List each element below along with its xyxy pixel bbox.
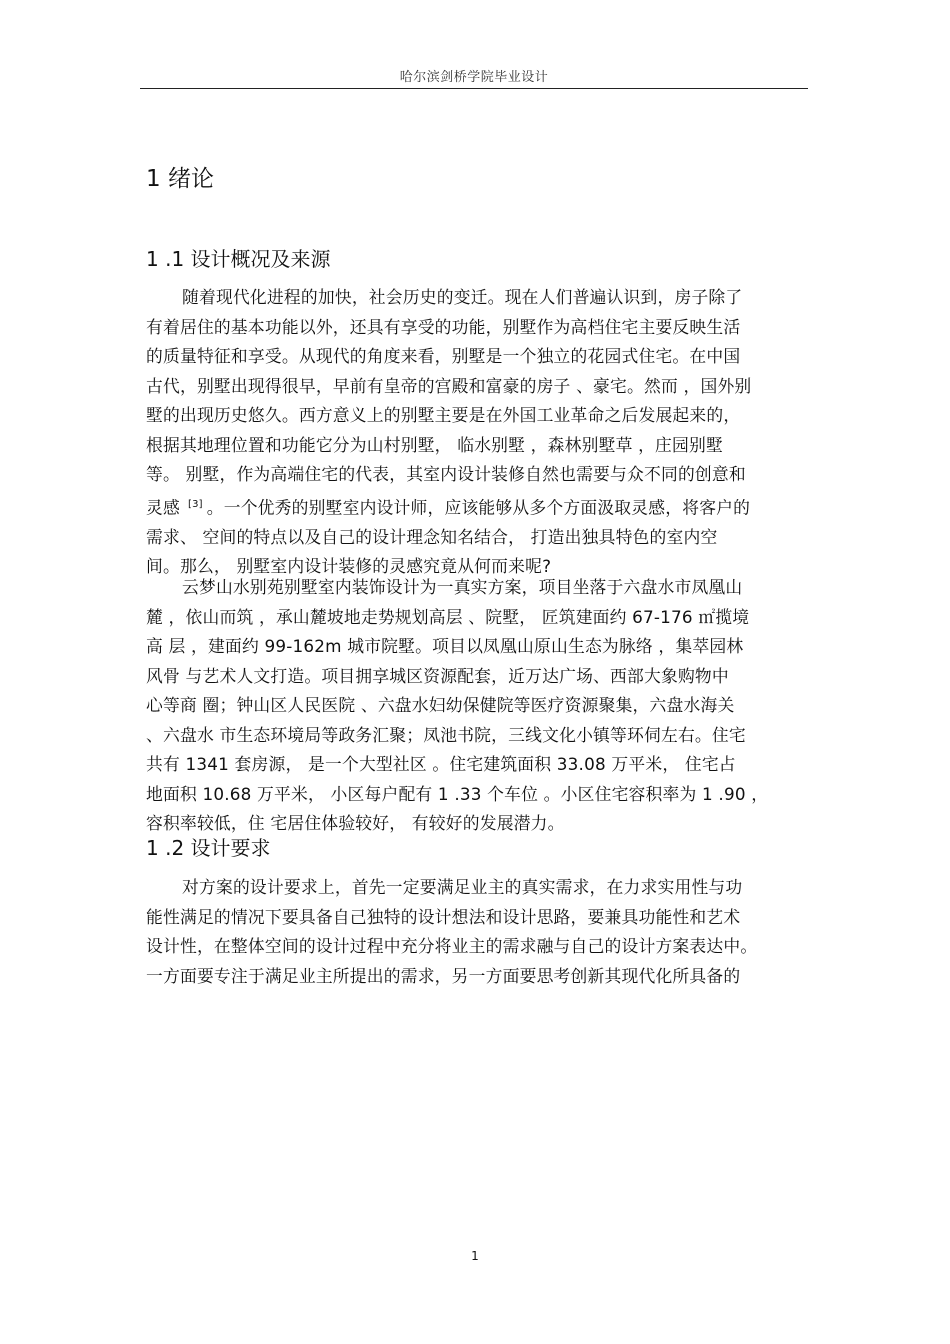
text-segment: 灵感 xyxy=(146,497,180,518)
text-line: 心等商 圈；钟山区人民医院 、六盘水妇幼保健院等医疗资源聚集，六盘水海关 xyxy=(146,695,735,715)
text-line: 地面积 10.68 万平米， 小区每户配有 1 .33 个车位 。小区住宅容积率为 1 .90 ， xyxy=(146,783,769,804)
text-line: 云梦山水别苑别墅室内装饰设计为一真实方案，项目坐落于六盘水市凤凰山 xyxy=(182,577,743,597)
text-line: 一方面要专注于满足业主所提出的需求，另一方面要思考创新其现代化所具备的 xyxy=(146,965,741,986)
text-line-with-citation xyxy=(146,490,814,523)
running-header: 哈尔滨剑桥学院毕业设计 xyxy=(399,70,549,85)
text-line: 随着现代化进程的加快，社会历史的变迁。现在人们普遍认识到，房子除了 xyxy=(182,287,743,307)
paragraph-1-1-a xyxy=(146,283,814,582)
text-line: 麓 ，依山而筑 ，承山麓坡地走势规划高层 、院墅， 匠筑建面约 67-176 ㎡揽境 xyxy=(146,606,750,627)
text-line: 容积率较低，住 宅居住体验较好， 有较好的发展潜力。 xyxy=(146,813,565,833)
citation-reference: [3] xyxy=(187,498,203,510)
section-title-1-1: 1 .1 设计概况及来源 xyxy=(146,247,331,271)
chapter-title: 1 绪论 xyxy=(146,166,214,192)
text-line: 根据其地理位置和功能它分为山村别墅， 临水别墅 ，森林别墅草 ，庄园别墅 xyxy=(146,434,723,455)
text-line: 能性满足的情况下要具备自己独特的设计想法和设计思路，要兼具功能性和艺术 xyxy=(146,906,741,927)
text-line: 古代，别墅出现得很早，早前有皇帝的宫殿和富豪的房子 、豪宅。然而 ，国外别 xyxy=(146,375,752,396)
text-line: 间。那么， 别墅室内设计装修的灵感究竟从何而来呢? xyxy=(146,556,552,577)
text-segment: 。一个优秀的别墅室内设计师，应该能够从多个方面汲取灵感，将客户的 xyxy=(206,497,751,518)
page-number: 1 xyxy=(471,1249,479,1263)
text-line: 等。 别墅，作为高端住宅的代表，其室内设计装修自然也需要与众不同的创意和 xyxy=(146,464,746,484)
text-line: 风骨 与艺术人文打造。项目拥享城区资源配套，近万达广场、西部大象购物中 xyxy=(146,665,729,686)
text-line: 、六盘水 市生态环境局等政务汇聚；凤池书院，三线文化小镇等环伺左右。住宅 xyxy=(146,724,746,745)
header-rule xyxy=(140,88,808,89)
text-line: 墅的出现历史悠久。西方意义上的别墅主要是在外国工业革命之后发展起来的， xyxy=(146,405,741,425)
text-line: 高 层 ，建面约 99-162m 城市院墅。项目以凤凰山原山生态为脉络 ，集萃园林 xyxy=(146,636,744,656)
text-line: 有着居住的基本功能以外，还具有享受的功能，别墅作为高档住宅主要反映生活 xyxy=(146,316,741,337)
text-line: 的质量特征和享受。从现代的角度来看，别墅是一个独立的花园式住宅。在中国 xyxy=(146,346,741,366)
text-line: 对方案的设计要求上，首先一定要满足业主的真实需求，在力求实用性与功 xyxy=(182,877,743,897)
paragraph-1-1-b xyxy=(146,573,814,839)
text-line: 共有 1341 套房源， 是一个大型社区 。住宅建筑面积 33.08 万平米， 住宅占 xyxy=(146,754,736,774)
text-line: 设计性，在整体空间的设计过程中充分将业主的需求融与自己的设计方案表达中。 xyxy=(146,936,758,956)
text-line: 需求、 空间的特点以及自己的设计理念知名结合， 打造出独具特色的室内空 xyxy=(146,526,718,547)
paragraph-1-2-a xyxy=(146,873,814,991)
section-title-1-2: 1 .2 设计要求 xyxy=(146,836,271,860)
